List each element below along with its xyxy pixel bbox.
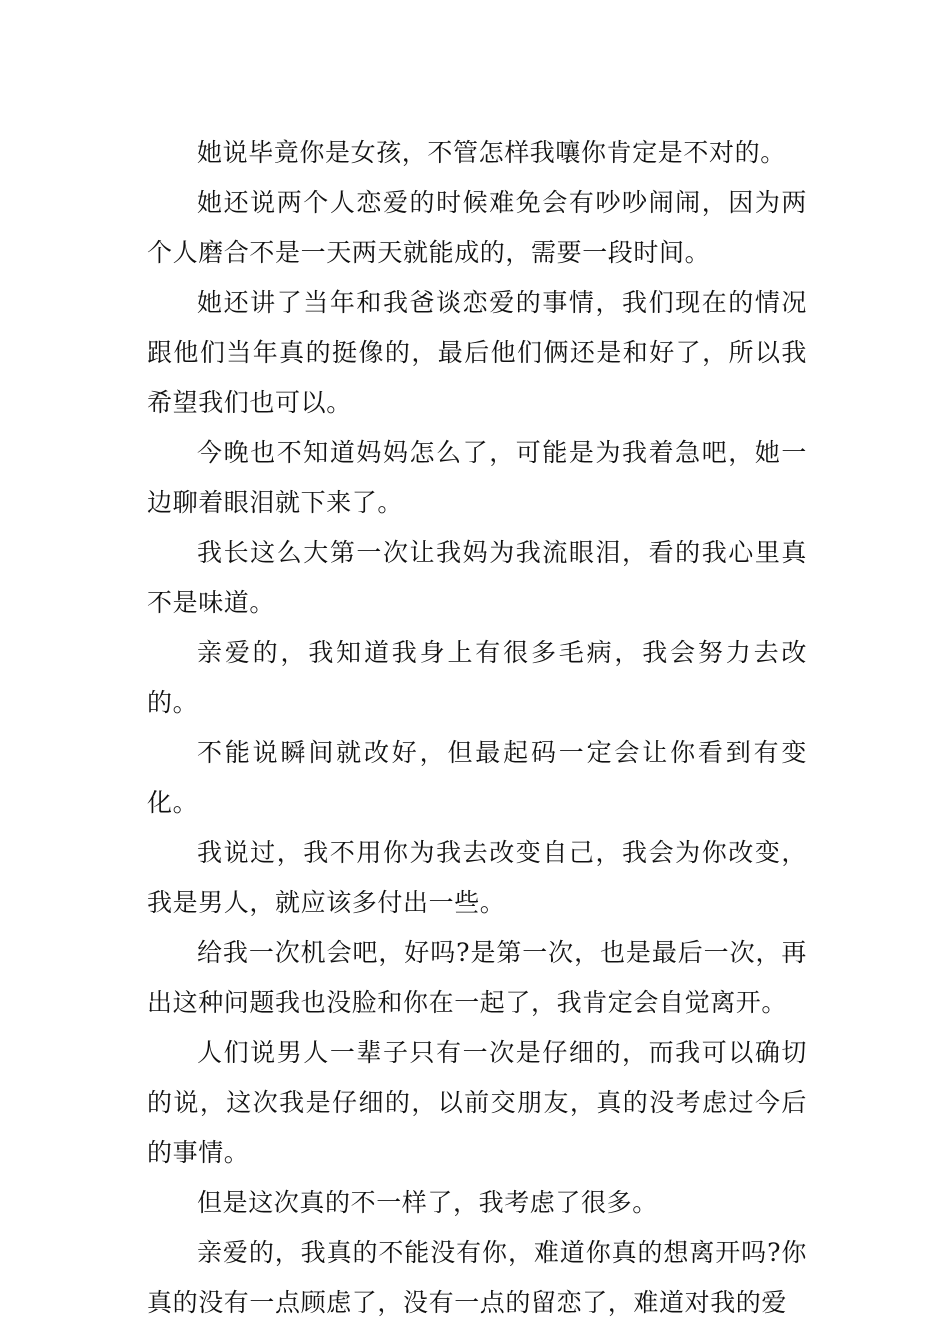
paragraph-8: 我说过，我不用你为我去改变自己，我会为你改变，我是男人，就应该多付出一些。: [147, 838, 807, 917]
paragraph-5: 我长这么大第一次让我妈为我流眼泪，看的我心里真不是味道。: [147, 538, 807, 617]
paragraph-9: 给我一次机会吧，好吗?是第一次，也是最后一次，再出这种问题我也没脸和你在一起了，我肯定会自觉离开。: [147, 938, 807, 1017]
paragraph-10: 人们说男人一辈子只有一次是仔细的，而我可以确切的说，这次我是仔细的，以前交朋友，真的没考虑过今后的事情。: [147, 1038, 807, 1167]
paragraph-3: 她还讲了当年和我爸谈恋爱的事情，我们现在的情况跟他们当年真的挺像的，最后他们俩还是和好了，所以我希望我们也可以。: [147, 288, 807, 417]
paragraph-12: 亲爱的，我真的不能没有你，难道你真的想离开吗?你真的没有一点顾虑了，没有一点的留恋了，难道对我的爱: [147, 1238, 807, 1317]
paragraph-7: 不能说瞬间就改好，但最起码一定会让你看到有变化。: [147, 738, 807, 817]
paragraph-2: 她还说两个人恋爱的时候难免会有吵吵闹闹，因为两个人磨合不是一天两天就能成的，需要一段时间。: [147, 188, 807, 267]
paragraph-4: 今晚也不知道妈妈怎么了，可能是为我着急吧，她一边聊着眼泪就下来了。: [147, 438, 807, 517]
document-body: [147, 128, 807, 1328]
paragraph-6: 亲爱的，我知道我身上有很多毛病，我会努力去改的。: [147, 638, 807, 717]
paragraph-11: 但是这次真的不一样了，我考虑了很多。: [197, 1188, 658, 1217]
paragraph-1: 她说毕竟你是女孩，不管怎样我嚷你肯定是不对的。: [197, 138, 786, 167]
